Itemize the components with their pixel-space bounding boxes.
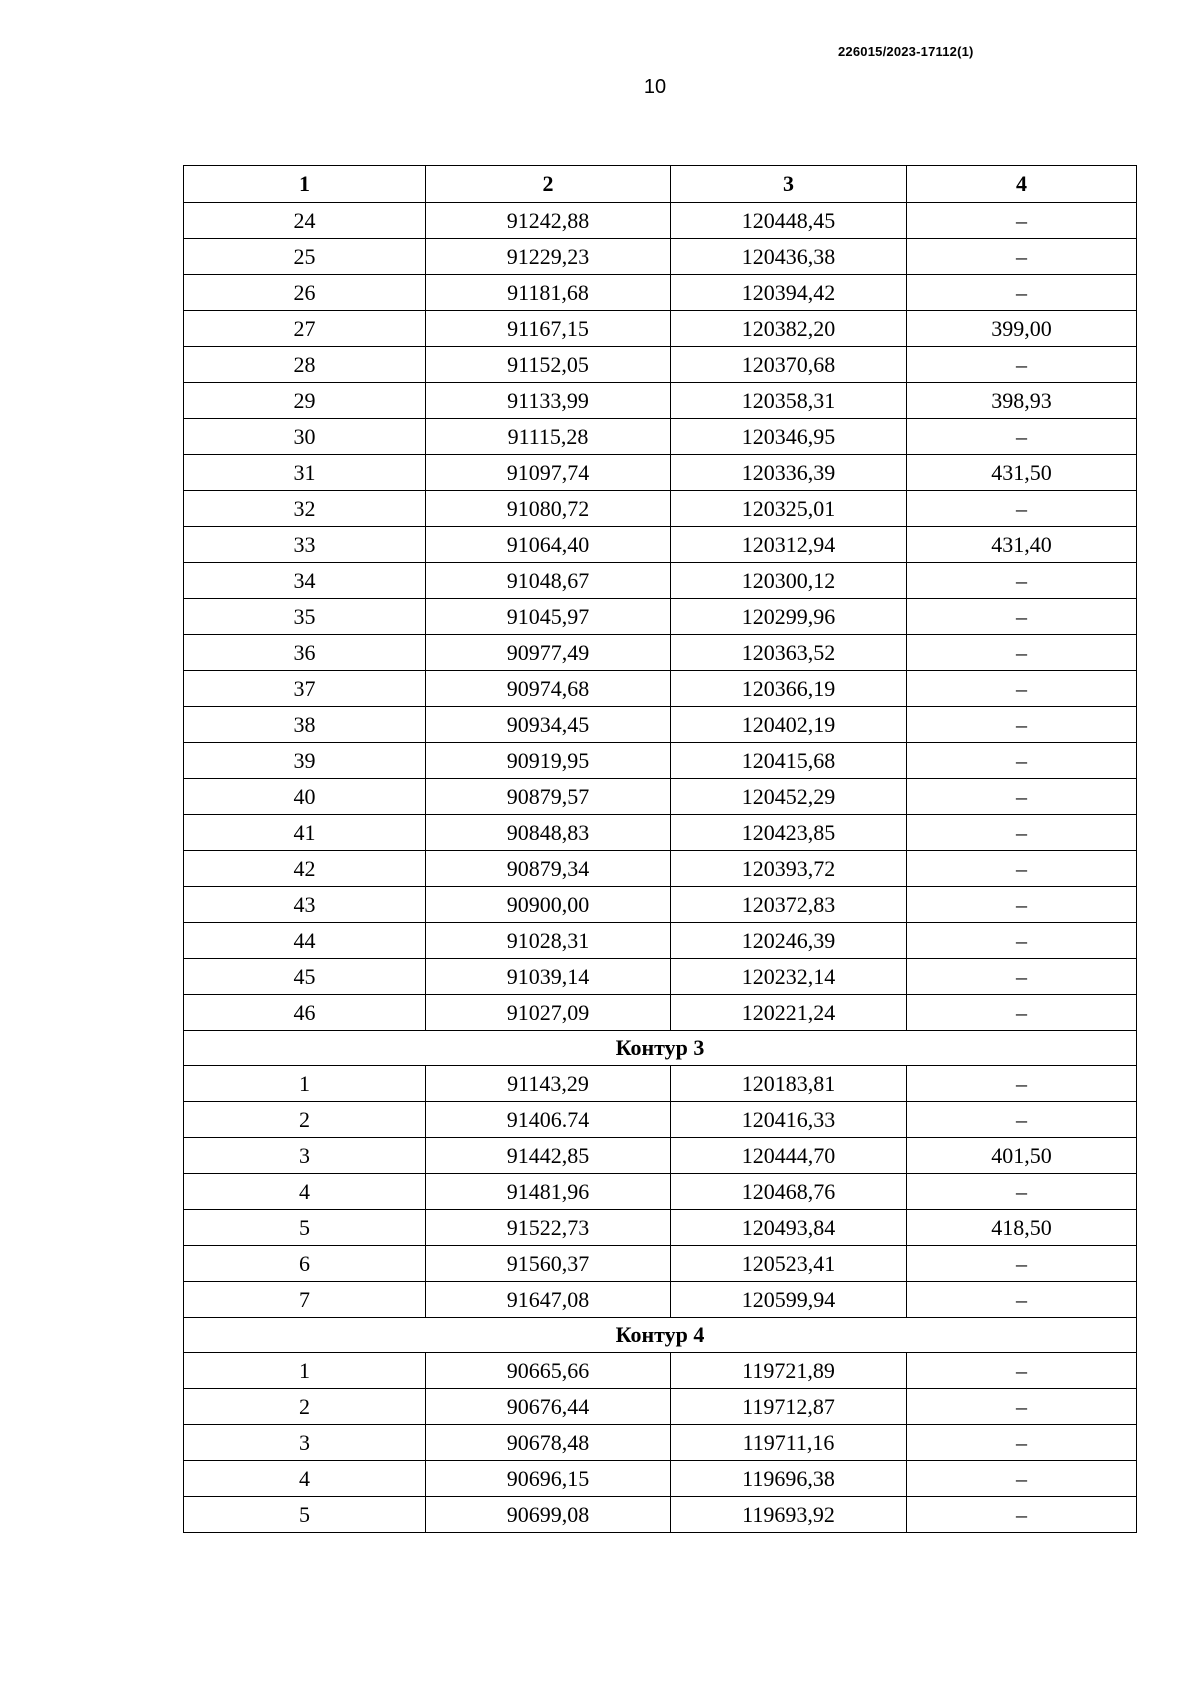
column-header: 1 [184,166,426,203]
table-cell: – [907,563,1137,599]
table-cell: 4 [184,1461,426,1497]
table-cell: 90879,57 [426,779,671,815]
table-cell: 91647,08 [426,1282,671,1318]
table-cell: 120493,84 [671,1210,907,1246]
table-cell: 27 [184,311,426,347]
table-cell: 119712,87 [671,1389,907,1425]
table-row [184,239,1137,275]
table-cell: 29 [184,383,426,419]
table-cell: – [907,1389,1137,1425]
table-cell: 90678,48 [426,1425,671,1461]
table-row [184,743,1137,779]
table-cell: 119693,92 [671,1497,907,1533]
table-row [184,1461,1137,1497]
table-row [184,455,1137,491]
table-cell: 90676,44 [426,1389,671,1425]
table-cell: 91039,14 [426,959,671,995]
table-cell: 120452,29 [671,779,907,815]
table-row [184,1102,1137,1138]
table-cell: – [907,1353,1137,1389]
table-cell: – [907,743,1137,779]
table-cell: – [907,779,1137,815]
table-row [184,491,1137,527]
document-reference: 226015/2023-17112(1) [838,44,974,59]
table-cell: 120221,24 [671,995,907,1031]
table-cell: 91097,74 [426,455,671,491]
table-cell: 45 [184,959,426,995]
table-cell: 90848,83 [426,815,671,851]
section-row [184,1318,1137,1353]
table-cell: 36 [184,635,426,671]
table-cell: – [907,1461,1137,1497]
table-cell: 399,00 [907,311,1137,347]
table-cell: – [907,1282,1137,1318]
table-cell: 35 [184,599,426,635]
table-cell: 90665,66 [426,1353,671,1389]
table-cell: – [907,671,1137,707]
table-cell: 120436,38 [671,239,907,275]
table-cell: 120444,70 [671,1138,907,1174]
table-cell: 91080,72 [426,491,671,527]
column-header: 2 [426,166,671,203]
table-cell: 120382,20 [671,311,907,347]
table-cell: – [907,851,1137,887]
table-cell: 120232,14 [671,959,907,995]
table-cell: 120468,76 [671,1174,907,1210]
table-cell: – [907,1425,1137,1461]
page-number: 10 [643,76,667,98]
table-cell: – [907,1497,1137,1533]
table-cell: 5 [184,1497,426,1533]
table-row [184,887,1137,923]
table-cell: 25 [184,239,426,275]
table-cell: – [907,1102,1137,1138]
table-row [184,635,1137,671]
table-cell: 401,50 [907,1138,1137,1174]
table-row [184,1353,1137,1389]
table-cell: 28 [184,347,426,383]
table-row [184,527,1137,563]
table-cell: 91242,88 [426,203,671,239]
table-cell: 119721,89 [671,1353,907,1389]
table-row [184,1425,1137,1461]
table-cell: 90974,68 [426,671,671,707]
table-cell: – [907,707,1137,743]
table-cell: 90699,08 [426,1497,671,1533]
table-cell: – [907,815,1137,851]
table-row [184,671,1137,707]
table-cell: 91045,97 [426,599,671,635]
table-cell: – [907,959,1137,995]
table-cell: 5 [184,1210,426,1246]
table-row [184,1138,1137,1174]
table-cell: – [907,923,1137,959]
table-cell: 3 [184,1425,426,1461]
table-cell: – [907,239,1137,275]
table-cell: 90919,95 [426,743,671,779]
table-cell: 1 [184,1353,426,1389]
table-row [184,203,1137,239]
table-cell: 39 [184,743,426,779]
column-header: 3 [671,166,907,203]
table-body [184,203,1137,1533]
table-cell: – [907,635,1137,671]
table-cell: 120363,52 [671,635,907,671]
table-cell: 120358,31 [671,383,907,419]
table-cell: 91115,28 [426,419,671,455]
table-row [184,707,1137,743]
table-row [184,1282,1137,1318]
table-cell: – [907,1066,1137,1102]
table-cell: 120372,83 [671,887,907,923]
table-row [184,1174,1137,1210]
table-cell: 42 [184,851,426,887]
table-cell: 120366,19 [671,671,907,707]
table-cell: 91442,85 [426,1138,671,1174]
table-row [184,995,1137,1031]
table-cell: – [907,275,1137,311]
table-cell: 4 [184,1174,426,1210]
table-cell: 120299,96 [671,599,907,635]
table-cell: – [907,599,1137,635]
table-cell: 91028,31 [426,923,671,959]
table-cell: 91167,15 [426,311,671,347]
table-row [184,419,1137,455]
table-row [184,599,1137,635]
table-cell: 32 [184,491,426,527]
table-cell: – [907,1246,1137,1282]
table-cell: 120416,33 [671,1102,907,1138]
table-cell: 1 [184,1066,426,1102]
table-cell: 91481,96 [426,1174,671,1210]
table-row [184,923,1137,959]
table-cell: – [907,1174,1137,1210]
table-cell: 31 [184,455,426,491]
table-cell: 120246,39 [671,923,907,959]
table-cell: 3 [184,1138,426,1174]
table-cell: 398,93 [907,383,1137,419]
table-cell: 120346,95 [671,419,907,455]
table-row [184,383,1137,419]
table-cell: – [907,491,1137,527]
table-cell: 91048,67 [426,563,671,599]
table-cell: 26 [184,275,426,311]
table-row [184,779,1137,815]
table-cell: 6 [184,1246,426,1282]
table-cell: 40 [184,779,426,815]
table-cell: 431,40 [907,527,1137,563]
table-cell: 91143,29 [426,1066,671,1102]
table-cell: 91560,37 [426,1246,671,1282]
table-cell: 119711,16 [671,1425,907,1461]
table-row [184,275,1137,311]
table-cell: 91181,68 [426,275,671,311]
table-row [184,1066,1137,1102]
table-cell: 120394,42 [671,275,907,311]
table-row [184,1389,1137,1425]
table-cell: 120325,01 [671,491,907,527]
table-row [184,815,1137,851]
table-cell: 46 [184,995,426,1031]
table-cell: 91064,40 [426,527,671,563]
coordinates-table [183,165,1137,1533]
table-cell: – [907,347,1137,383]
table-cell: 120393,72 [671,851,907,887]
table-row [184,1246,1137,1282]
table-cell: 44 [184,923,426,959]
table-cell: 24 [184,203,426,239]
table-cell: 120423,85 [671,815,907,851]
table-cell: 43 [184,887,426,923]
table-cell: 30 [184,419,426,455]
section-row [184,1031,1137,1066]
table-cell: 38 [184,707,426,743]
table-cell: 34 [184,563,426,599]
table-cell: 120183,81 [671,1066,907,1102]
table-cell: 120312,94 [671,527,907,563]
table-row [184,851,1137,887]
section-title: Контур 3 [184,1031,1137,1066]
table-row [184,311,1137,347]
table-cell: 91133,99 [426,383,671,419]
table-cell: 120415,68 [671,743,907,779]
table-cell: 91152,05 [426,347,671,383]
table-cell: 91027,09 [426,995,671,1031]
table-cell: 2 [184,1102,426,1138]
section-title: Контур 4 [184,1318,1137,1353]
table-row [184,1497,1137,1533]
table-cell: 91522,73 [426,1210,671,1246]
table-cell: 90977,49 [426,635,671,671]
column-header: 4 [907,166,1137,203]
table-cell: 33 [184,527,426,563]
table-row [184,563,1137,599]
table-cell: 91406.74 [426,1102,671,1138]
table-row [184,959,1137,995]
table-row [184,1210,1137,1246]
table-cell: 120523,41 [671,1246,907,1282]
table-cell: 120448,45 [671,203,907,239]
table-cell: 120300,12 [671,563,907,599]
table-cell: 91229,23 [426,239,671,275]
table-cell: – [907,887,1137,923]
table-cell: 90879,34 [426,851,671,887]
table-cell: 418,50 [907,1210,1137,1246]
table-cell: 119696,38 [671,1461,907,1497]
table-cell: – [907,203,1137,239]
table-row [184,347,1137,383]
table-cell: 431,50 [907,455,1137,491]
table-cell: 90934,45 [426,707,671,743]
table-cell: 37 [184,671,426,707]
table-cell: 120370,68 [671,347,907,383]
table-cell: 120336,39 [671,455,907,491]
table-cell: 120402,19 [671,707,907,743]
table-header-row [184,166,1137,203]
table-cell: – [907,995,1137,1031]
table-cell: 90900,00 [426,887,671,923]
table-cell: 7 [184,1282,426,1318]
table-cell: 120599,94 [671,1282,907,1318]
table-cell: – [907,419,1137,455]
table-cell: 90696,15 [426,1461,671,1497]
table-cell: 2 [184,1389,426,1425]
table-cell: 41 [184,815,426,851]
